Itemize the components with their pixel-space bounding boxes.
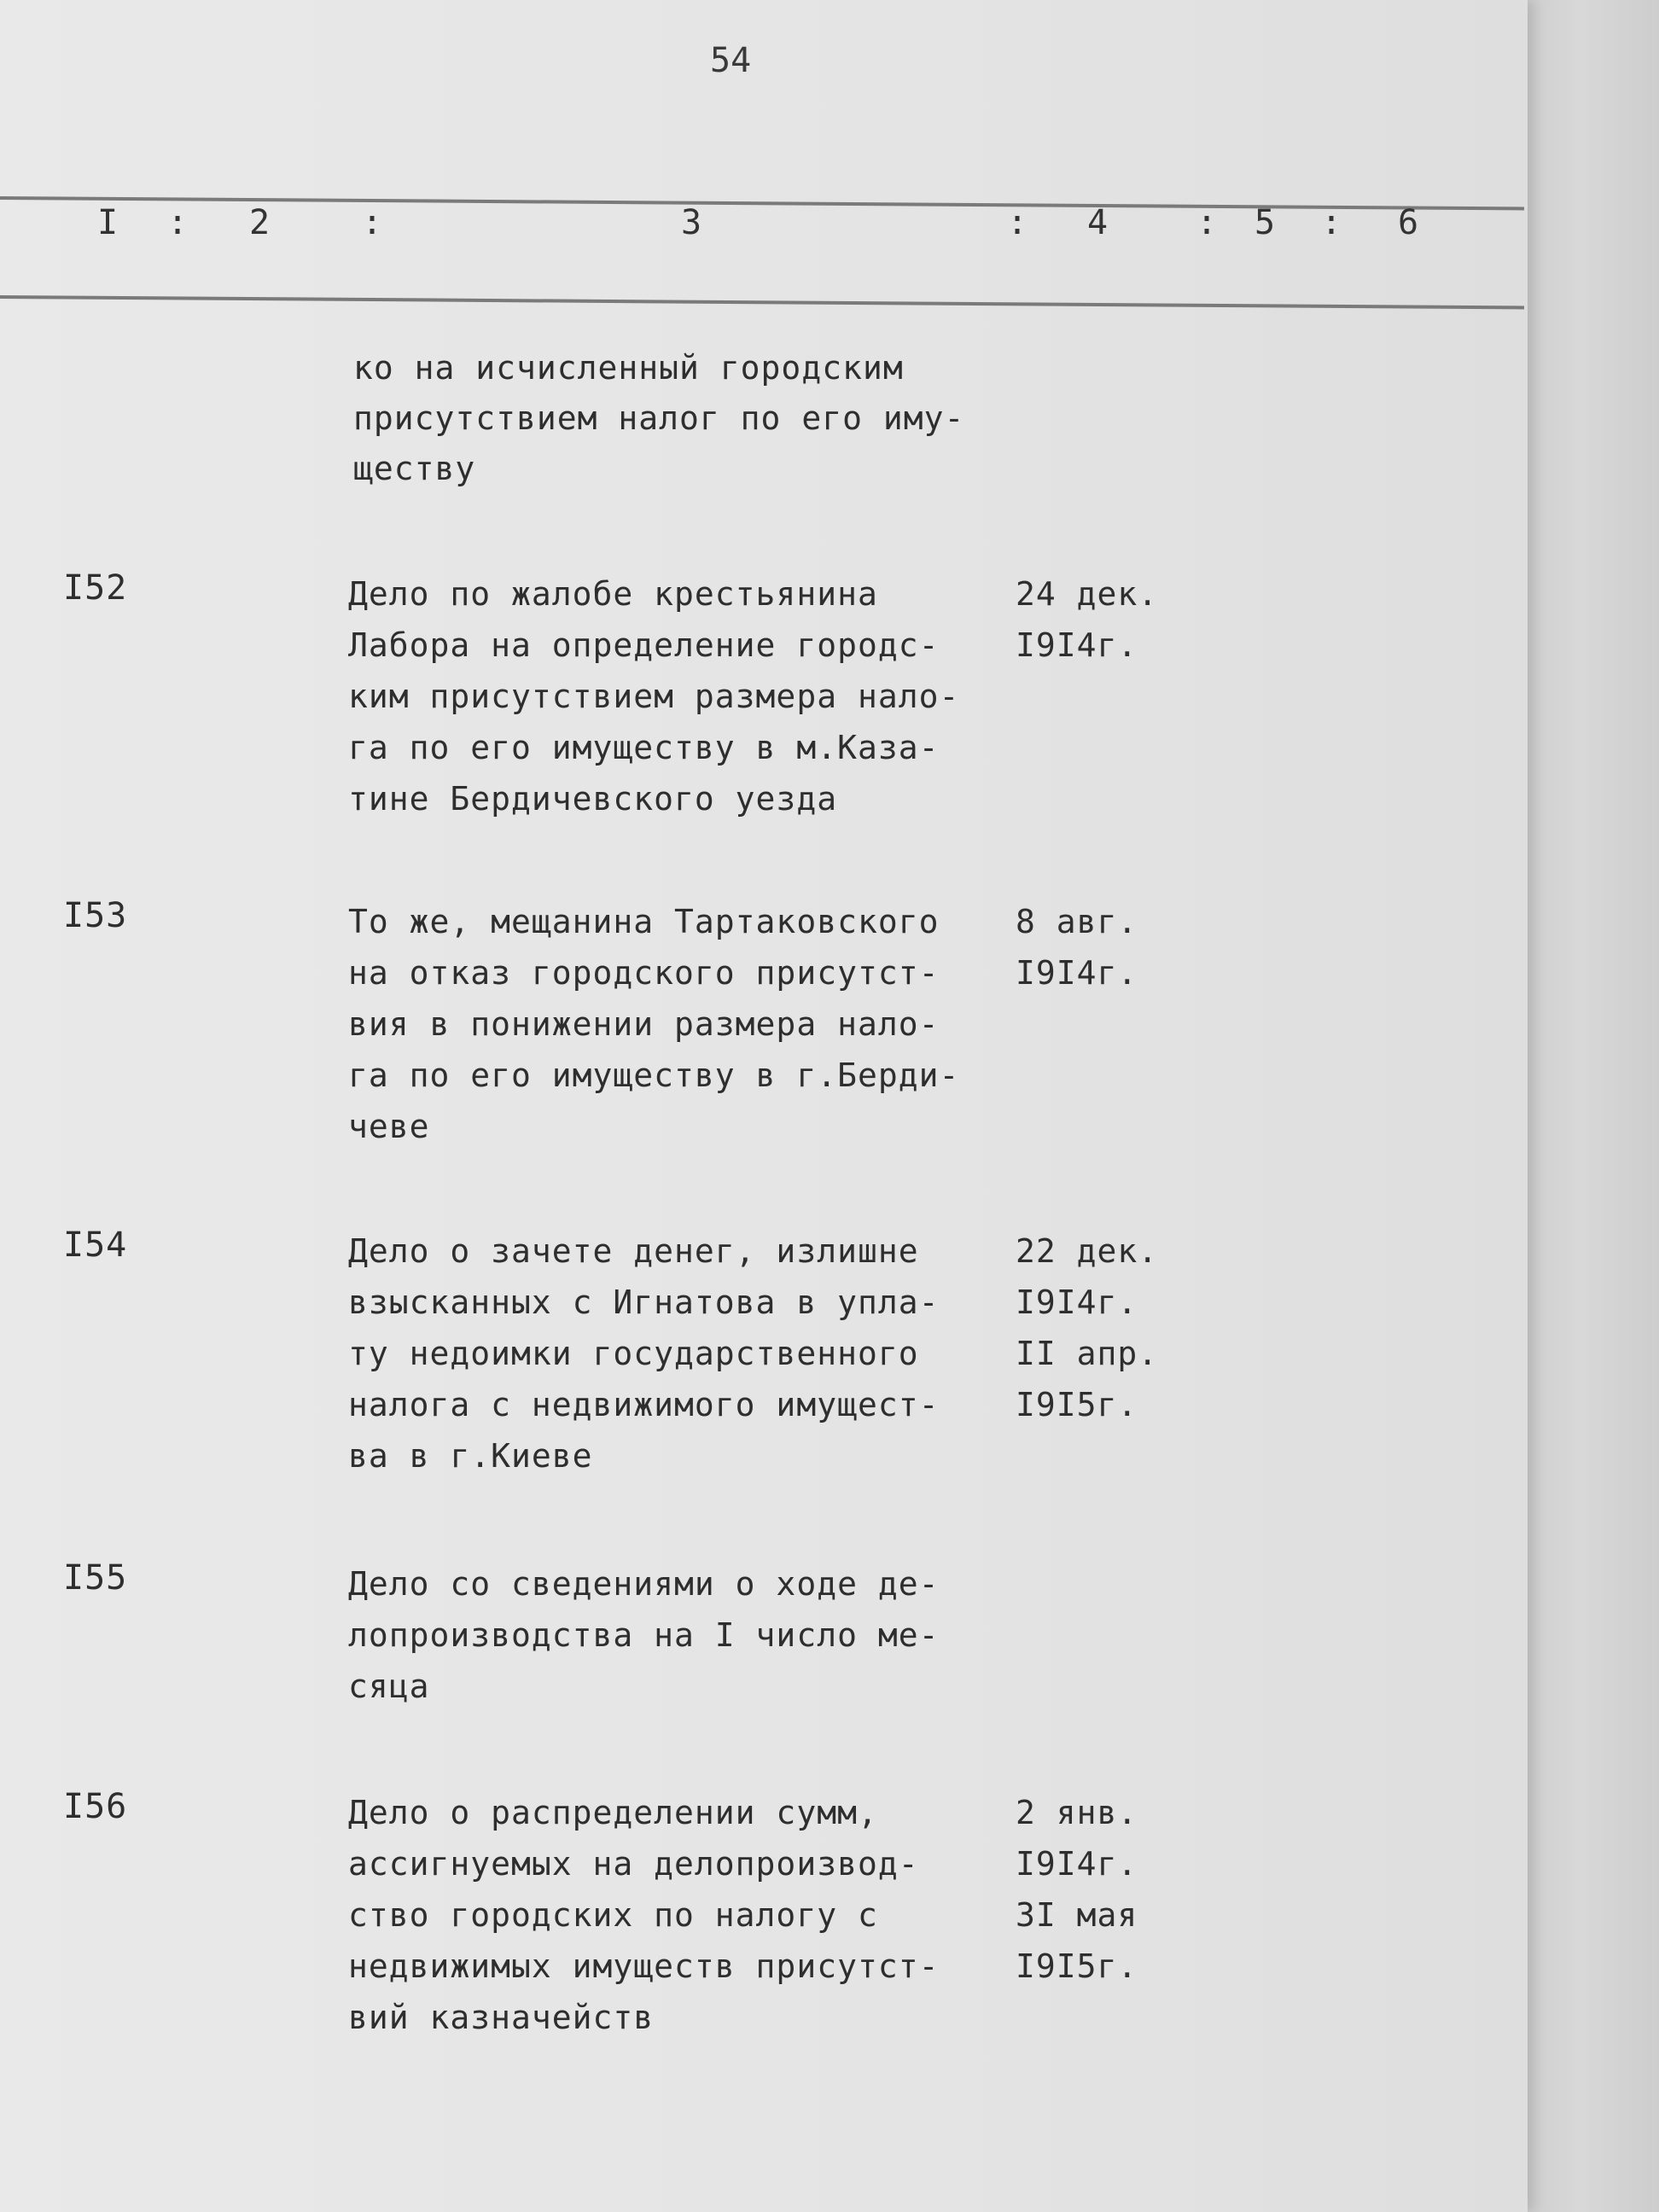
column-4-label: 4 xyxy=(1087,203,1109,242)
column-separator: : xyxy=(362,203,383,242)
column-header-row xyxy=(0,203,1528,288)
entry-description: То же, мещанина Тартаковского на отказ городского присутст- вия в понижении размера нало- га по его имуществу в г.Берди- чеве xyxy=(348,903,960,1145)
column-3-label: 3 xyxy=(681,203,702,242)
column-separator: : xyxy=(1196,203,1218,242)
entry-date: 24 дек. I9I4г. xyxy=(1016,575,1159,664)
column-separator: : xyxy=(1007,203,1028,242)
adjacent-page-edge xyxy=(1528,0,1659,2212)
entry-number: I54 xyxy=(63,1225,128,1265)
entry-number: I52 xyxy=(63,568,128,608)
entry-description: Дело со сведениями о ходе де- лопроизводства на I число ме- сяца xyxy=(348,1565,940,1705)
entry-date: 2 янв. I9I4г. 3I мая I9I5г. xyxy=(1016,1794,1138,1985)
entry-date: 8 авг. I9I4г. xyxy=(1016,903,1138,992)
entry-number: I55 xyxy=(63,1558,128,1598)
header-rule-bottom xyxy=(0,295,1524,309)
column-6-label: 6 xyxy=(1398,203,1419,242)
entry-description: Дело по жалобе крестьянина Лабора на определение городс- ким присутствием размера нало- га по его имуществу в м.Каза- тине Бердичевского уезда xyxy=(348,575,960,818)
column-separator: : xyxy=(167,203,189,242)
column-5-label: 5 xyxy=(1254,203,1276,242)
page-number: 54 xyxy=(710,41,752,80)
column-2-label: 2 xyxy=(249,203,271,242)
entry-date: 22 дек. I9I4г. II апр. I9I5г. xyxy=(1016,1232,1159,1423)
column-1-label: I xyxy=(97,203,119,242)
entry-number: I56 xyxy=(63,1787,128,1826)
entry-number: I53 xyxy=(63,896,128,935)
entry-description: Дело о распределении сумм, ассигнуемых на делопроизвод- ство городских по налогу с недвижимых имуществ присутст- вий казначейств xyxy=(348,1794,940,2036)
continued-entry-text: ко на исчисленный городским присутствием налог по его иму- ществу xyxy=(353,349,965,487)
column-separator: : xyxy=(1321,203,1342,242)
entry-description: Дело о зачете денег, излишне взысканных с Игнатова в упла- ту недоимки государственного налога с недвижимого имущест- ва в г.Киеве xyxy=(348,1232,940,1475)
